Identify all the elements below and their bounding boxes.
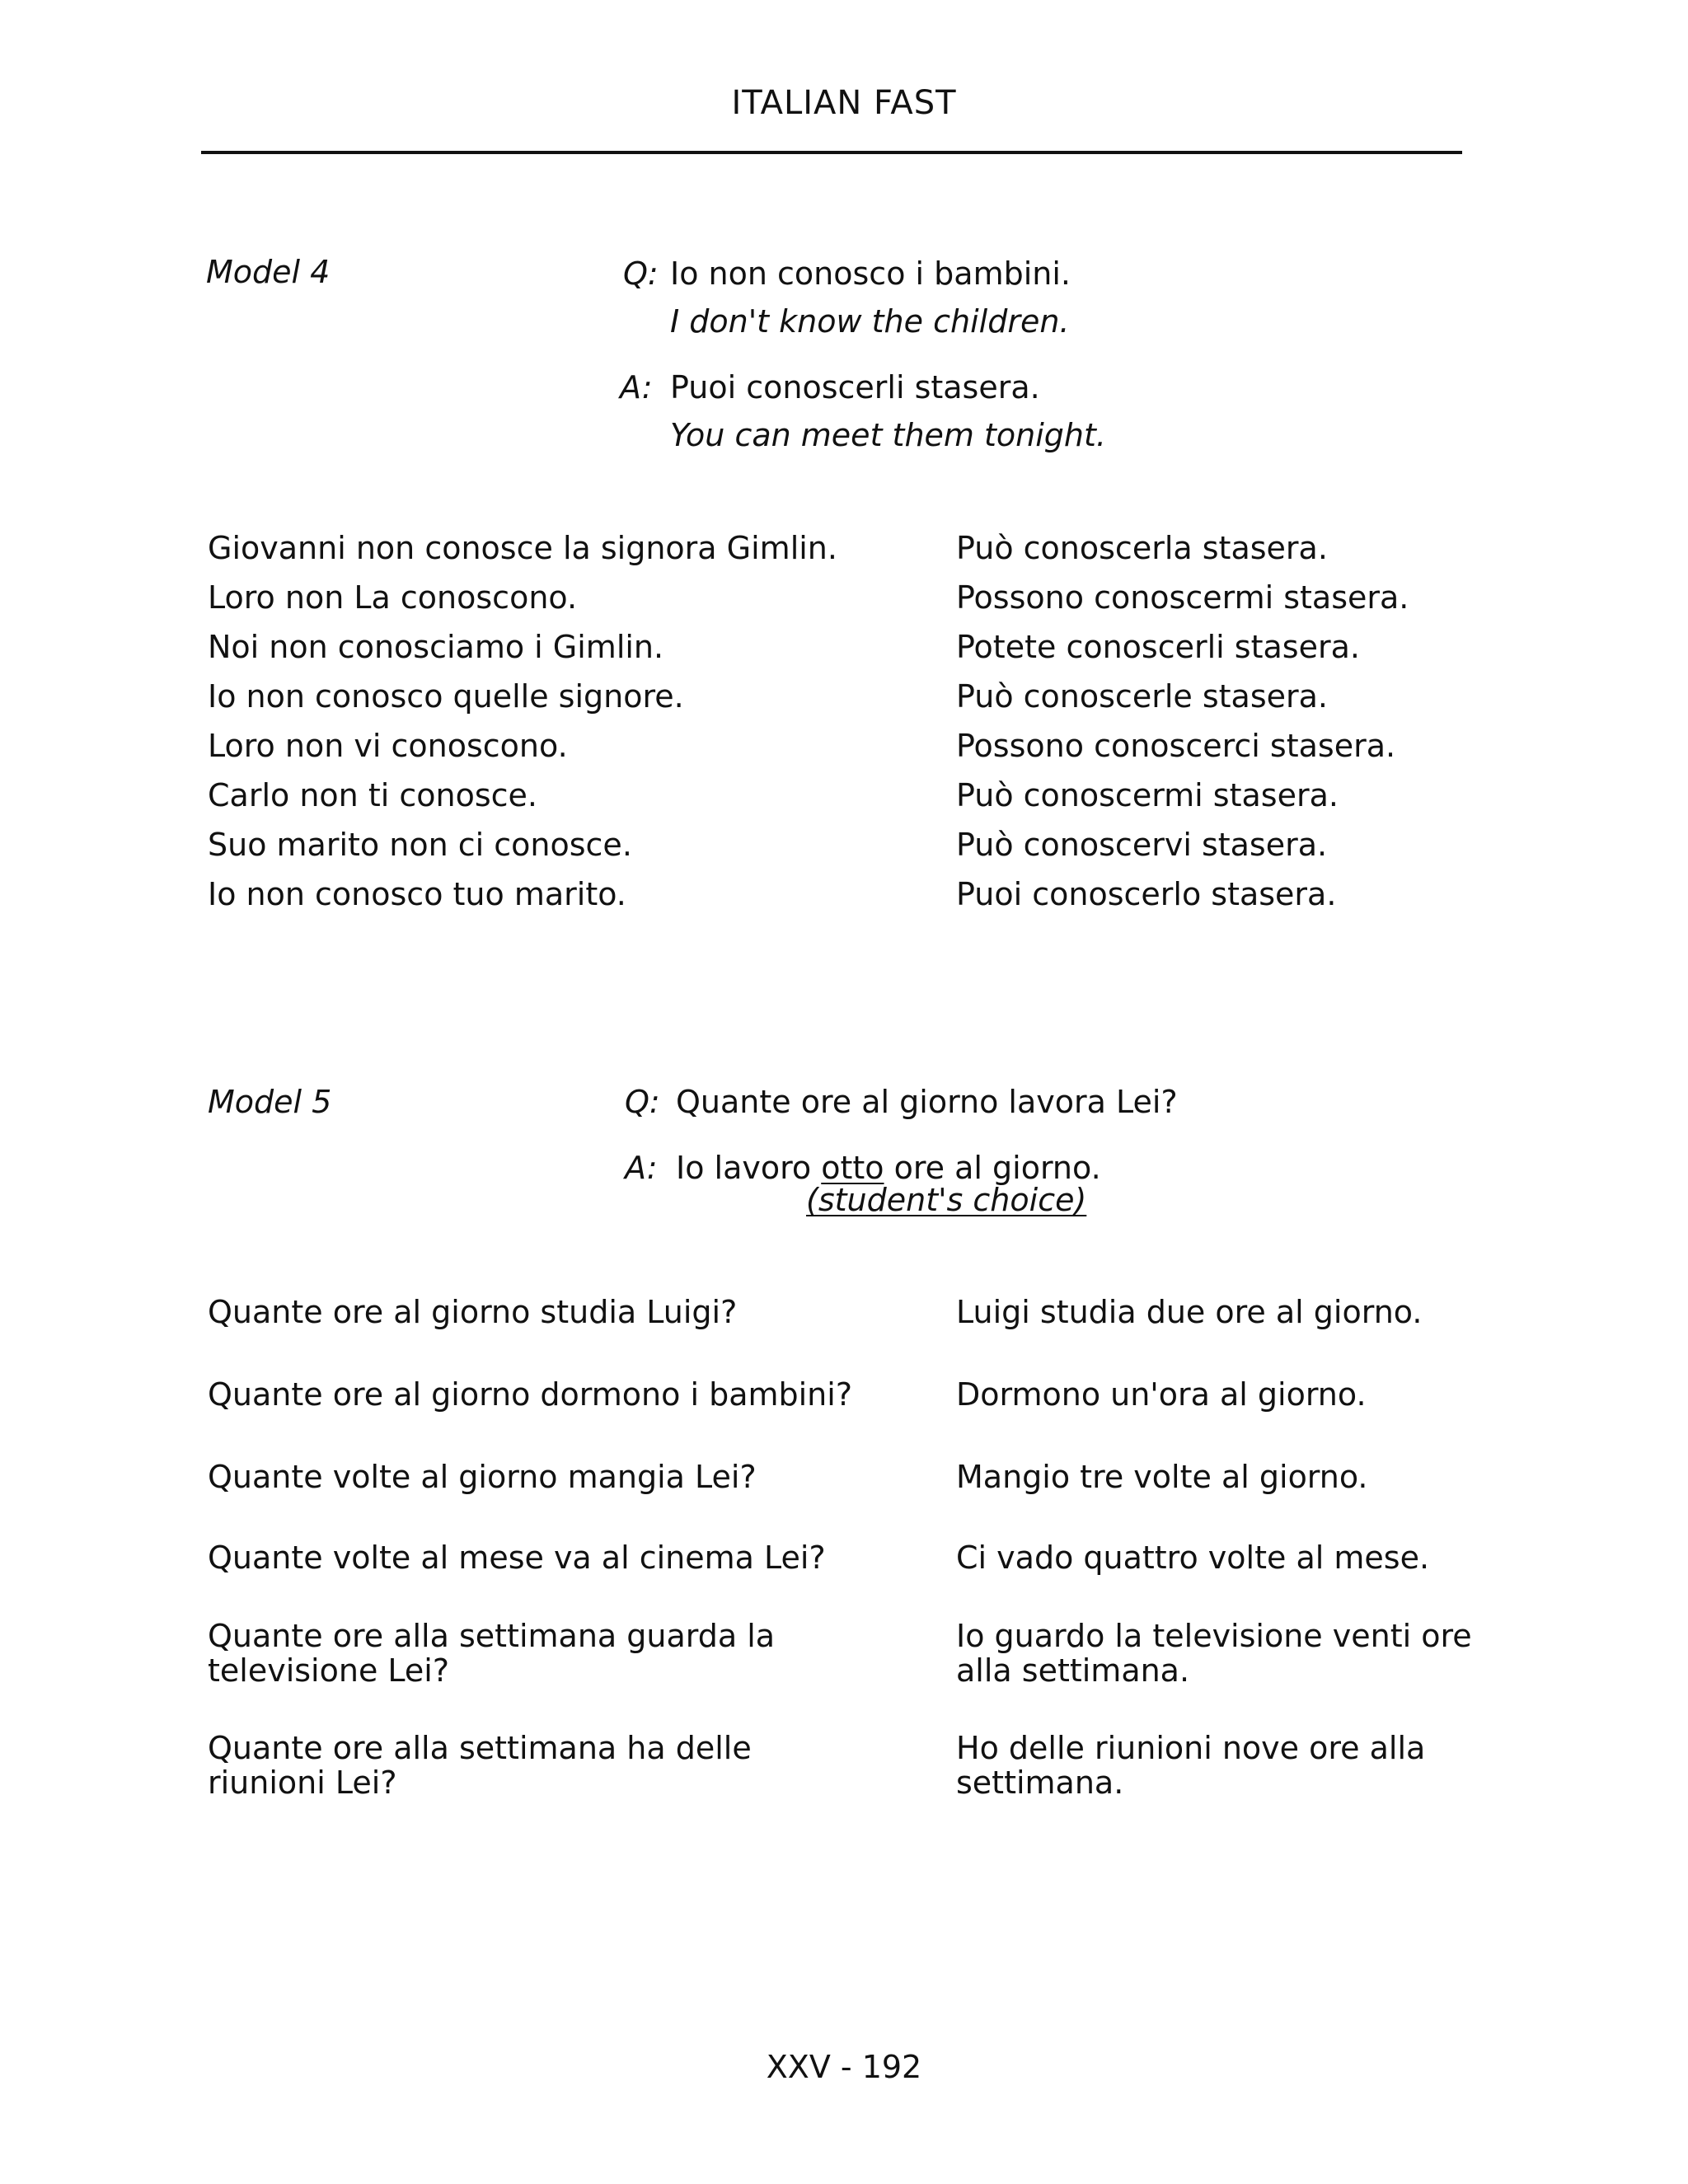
model-4-q-italian: Io non conosco i bambini.: [670, 255, 1071, 292]
model-4-a-label: A:: [620, 369, 653, 405]
page-number: XXV - 192: [766, 2049, 922, 2085]
drill-4-cue: Io non conosco quelle signore.: [208, 678, 684, 715]
drill-4-response: Possono conoscerci stasera.: [956, 728, 1396, 764]
model-5-label: Model 5: [208, 1084, 332, 1120]
model-5-a-pre: Io lavoro: [676, 1150, 822, 1186]
drill-4-response: Possono conoscermi stasera.: [956, 579, 1409, 616]
drill-5-question: Quante ore alla settimana ha delle riunioni Lei?: [208, 1730, 752, 1801]
drill-5-answer: Ci vado quattro volte al mese.: [956, 1540, 1430, 1576]
model-4-label: Model 4: [206, 254, 331, 290]
model-4-a-italian: Puoi conoscerli stasera.: [670, 369, 1040, 405]
drill-5-answer: Luigi studia due ore al giorno.: [956, 1294, 1423, 1330]
drill-5-answer: Ho delle riunioni nove ore alla settimana.: [956, 1730, 1426, 1801]
drill-4-cue: Suo marito non ci conosce.: [208, 827, 632, 863]
drill-4-cue: Loro non vi conoscono.: [208, 728, 568, 764]
model-5-a-variable: otto: [821, 1150, 884, 1186]
drill-5-answer: Dormono un'ora al giorno.: [956, 1376, 1367, 1413]
drill-5-question: Quante volte al mese va al cinema Lei?: [208, 1540, 826, 1576]
model-5-a-label: A:: [625, 1150, 658, 1186]
drill-5-question: Quante ore al giorno studia Luigi?: [208, 1294, 738, 1330]
model-4-a-english: You can meet them tonight.: [670, 417, 1106, 453]
drill-4-cue: Noi non conosciamo i Gimlin.: [208, 629, 664, 665]
drill-4-response: Può conoscermi stasera.: [956, 777, 1339, 813]
model-5-q-italian: Quante ore al giorno lavora Lei?: [676, 1084, 1178, 1120]
drill-5-question: Quante ore alla settimana guarda la televisione Lei?: [208, 1618, 776, 1689]
drill-4-response: Può conoscerle stasera.: [956, 678, 1328, 715]
drill-4-cue: Io non conosco tuo marito.: [208, 876, 626, 912]
drill-4-cue: Giovanni non conosce la signora Gimlin.: [208, 530, 837, 566]
drill-5-answer: Io guardo la televisione venti ore alla settimana.: [956, 1618, 1472, 1689]
drill-4-cue: Carlo non ti conosce.: [208, 777, 537, 813]
drill-4-response: Potete conoscerli stasera.: [956, 629, 1360, 665]
model-4-q-label: Q:: [623, 255, 659, 292]
model-5-a-note: (student's choice): [806, 1182, 1087, 1218]
drill-4-response: Può conoscerla stasera.: [956, 530, 1328, 566]
model-5-a-post: ore al giorno.: [884, 1150, 1101, 1186]
drill-5-question: Quante volte al giorno mangia Lei?: [208, 1459, 757, 1495]
drill-4-response: Puoi conoscerlo stasera.: [956, 876, 1337, 912]
drill-5-question: Quante ore al giorno dormono i bambini?: [208, 1376, 852, 1413]
model-4-q-english: I don't know the children.: [670, 303, 1070, 340]
drill-4-response: Può conoscervi stasera.: [956, 827, 1328, 863]
header-divider: [201, 151, 1462, 154]
drill-4-cue: Loro non La conoscono.: [208, 579, 578, 616]
model-5-q-label: Q:: [625, 1084, 660, 1120]
drill-5-answer: Mangio tre volte al giorno.: [956, 1459, 1368, 1495]
page-title: ITALIAN FAST: [731, 84, 957, 122]
